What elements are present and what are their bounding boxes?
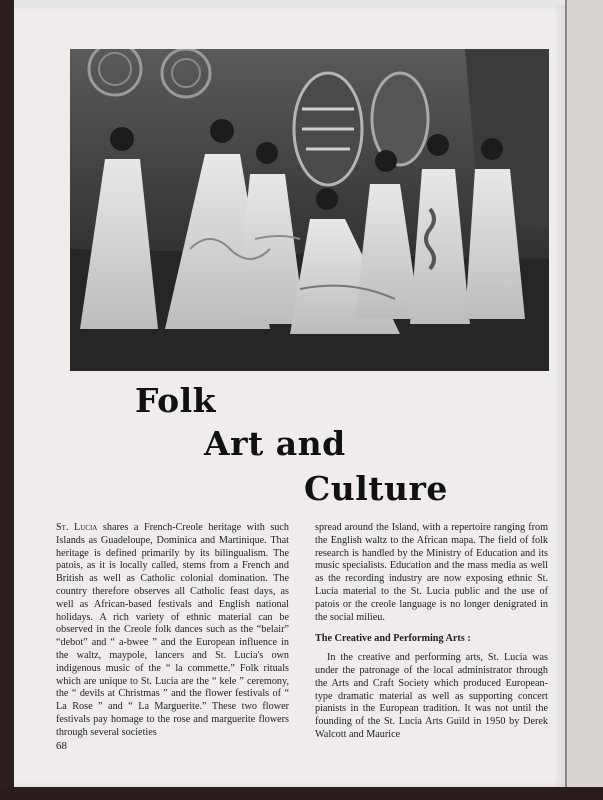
facing-page-edge <box>565 0 603 787</box>
lead-words: St. Lucia <box>56 522 98 533</box>
title-line-1: Folk <box>135 381 217 420</box>
right-paragraph-2: In the creative and performing arts, St. Lucia was under the patronage of the local administrator through the Arts and Craft Society which produced European-type dramatic material as well as supporting concert pianists in the European tradition. It was not until the founding of the St. Lucia Arts Guild in 1950 by Derek Walcott and Maurice <box>315 652 548 740</box>
title-line-3: Culture <box>304 469 448 508</box>
left-column <box>56 522 289 740</box>
scan-edge-bottom <box>0 787 603 800</box>
page-number: 68 <box>56 740 67 752</box>
magazine-page <box>14 5 565 787</box>
title-line-2: Art and <box>204 424 346 463</box>
right-paragraph-1: spread around the Island, with a repertoire ranging from the English waltz to the African mapa. The field of folk research is handled by the Ministry of Education and its music specialists. Education and the mass media as well as the recording industry are now exposing ethnic St. Lucia material to the St. Lucia public and the use of patois or the creole language is no longer denigrated in the social milieu. <box>315 522 548 623</box>
right-column <box>315 522 548 742</box>
article-title <box>135 381 448 511</box>
left-paragraph <box>56 522 289 740</box>
pageant-photo <box>70 49 549 371</box>
section-subheading: The Creative and Performing Arts : <box>315 633 471 645</box>
scan-edge-left <box>0 0 14 800</box>
left-text: shares a French-Creole heritage with such Islands as Guadeloupe, Dominica and Martinique. That heritage is defined primarily by its bilingualism. The patois, as it is locally called, stems from a French and British as well as Catholic colonial domination. The country therefore observes all Catholic feast days, as well as African-based festivals and English national holidays. A rich variety of ethnic material can be observed in the Creole folk dances such as the “belair” “debot” and “ a-bwee ” and the European influence in the waltz, maypole, lancers and St. Lucia's own indigenous music of the “ la commette.” Folk rituals which are unique to St. Lucia are the “ kele ” ceremony, the “ devils at Christmas ” and the flower festivals of “ La Rose ” and “ La Marguerite.” These two flower festivals pay homage to the rose and marguerite flowers through several societies <box>56 522 289 738</box>
